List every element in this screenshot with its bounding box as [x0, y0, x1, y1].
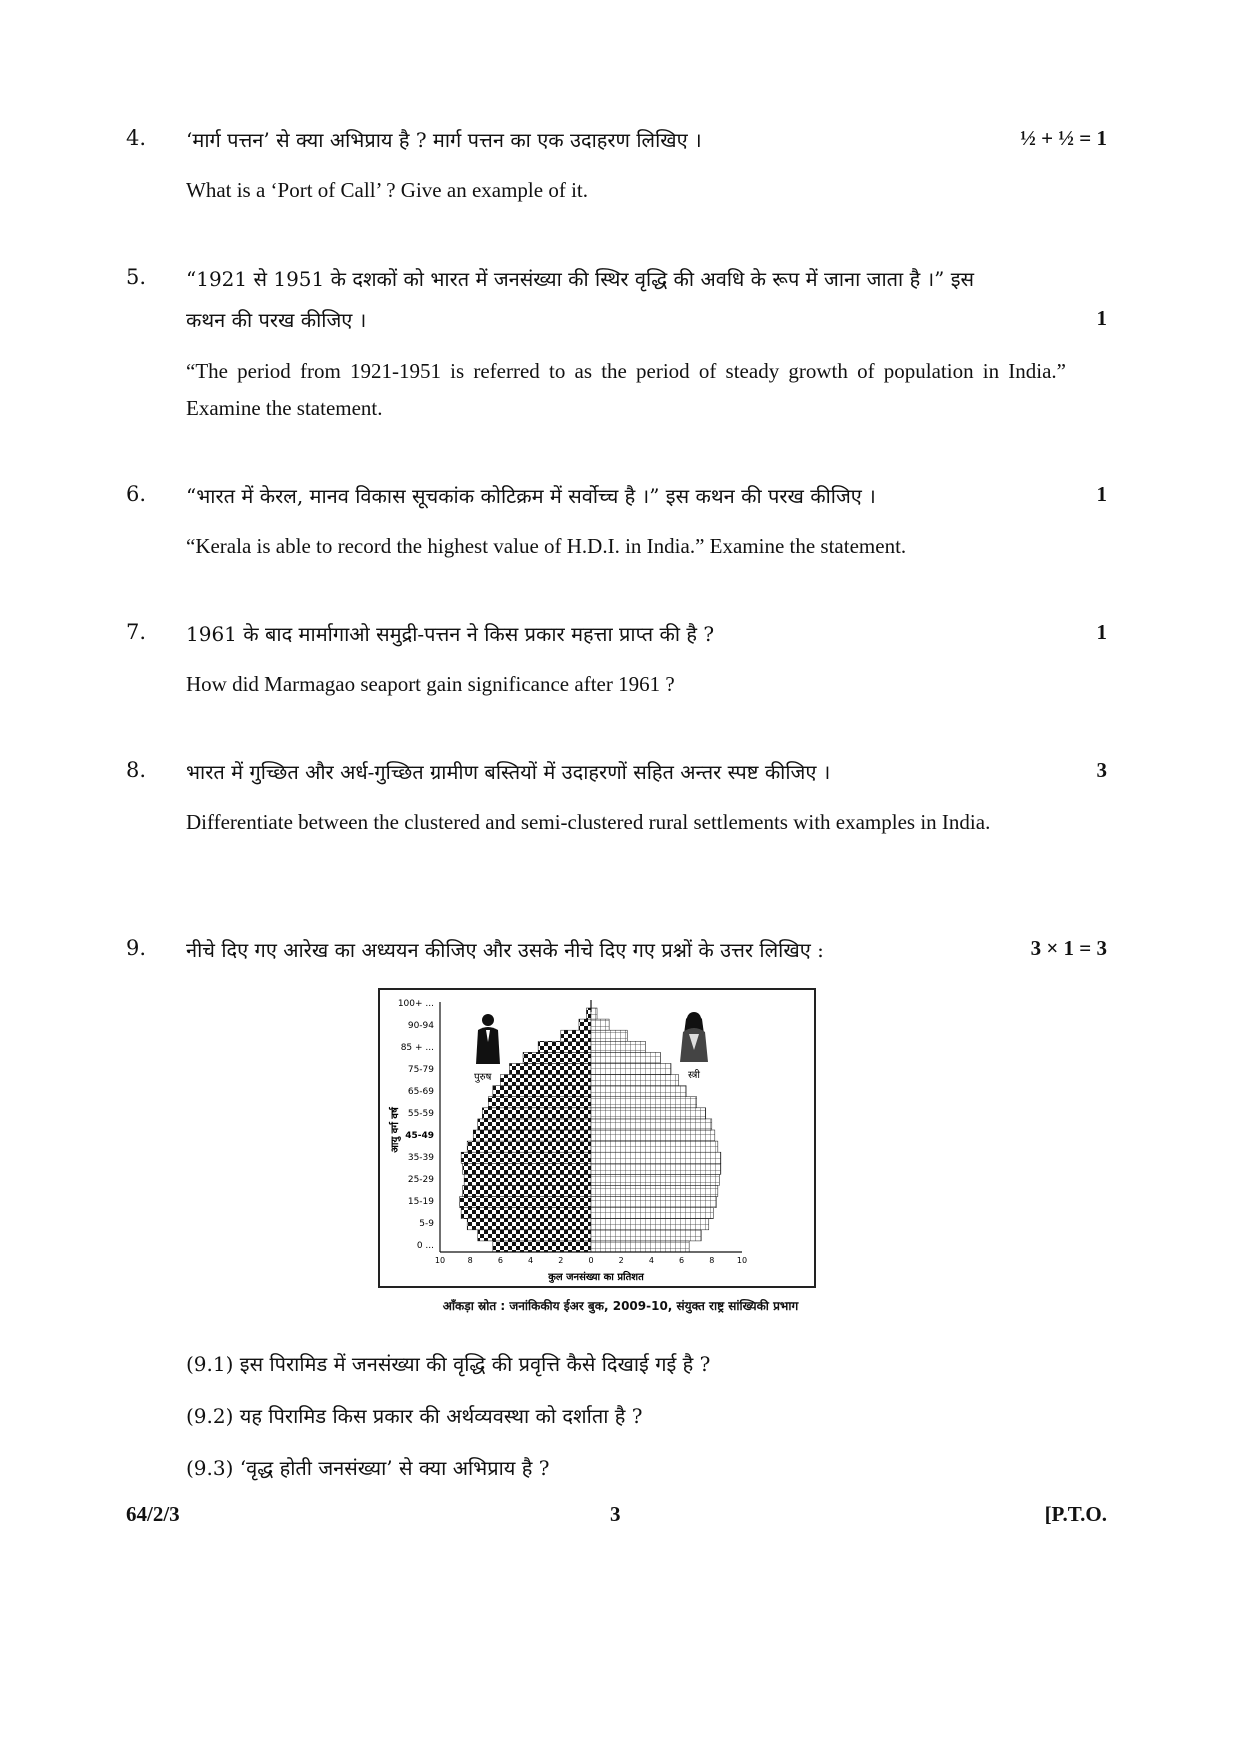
y-tick-label: 45-49	[405, 1131, 434, 1141]
female-bar	[591, 1152, 721, 1163]
male-bar	[460, 1197, 591, 1208]
subquestion-9-3: (9.3) ‘वृद्ध होती जनसंख्या’ से क्या अभिप्राय है ?	[186, 1456, 550, 1480]
y-tick-label: 5-9	[419, 1219, 434, 1229]
male-bar	[579, 1019, 591, 1030]
female-bar	[591, 1108, 706, 1119]
question-hindi: ‘मार्ग पत्तन’ से क्या अभिप्राय है ? मार्ग पत्तन का एक उदाहरण लिखिए ।	[186, 128, 702, 152]
question-hindi: “भारत में केरल, मानव विकास सूचकांक कोटिक्रम में सर्वोच्च है ।” इस कथन की परख कीजिए ।	[186, 484, 876, 508]
female-bar	[591, 1241, 689, 1252]
question-hindi: भारत में गुच्छित और अर्ध-गुच्छित ग्रामीण बस्तियों में उदाहरणों सहित अन्तर स्पष्ट कीजिए ।	[186, 760, 831, 784]
x-tick-label: 6	[679, 1256, 685, 1265]
y-tick-label: 100+ ...	[397, 999, 434, 1009]
female-label: स्त्री	[688, 1070, 700, 1081]
female-bar	[591, 1197, 716, 1208]
population-pyramid-chart	[380, 990, 814, 1286]
paper-code: 64/2/3	[126, 1502, 180, 1526]
question-english: How did Marmagao seaport gain significance after 1961 ?	[186, 672, 675, 696]
female-bar	[591, 1185, 718, 1196]
female-bar	[591, 1008, 597, 1019]
male-bar	[493, 1241, 591, 1252]
male-bar	[473, 1130, 591, 1141]
x-tick-label: 10	[434, 1256, 446, 1265]
male-bar	[463, 1163, 591, 1174]
x-tick-label: 4	[528, 1256, 534, 1265]
page-number: 3	[610, 1502, 621, 1526]
male-bar	[478, 1119, 591, 1130]
y-tick-label: 25-29	[407, 1175, 434, 1185]
male-bar	[493, 1086, 591, 1097]
male-bar	[523, 1052, 591, 1063]
question-marks: ½ + ½ = 1	[1020, 126, 1107, 150]
male-bar	[467, 1219, 591, 1230]
question-marks: 3	[1096, 758, 1107, 782]
question-number: 9.	[126, 936, 147, 960]
x-tick-label: 8	[467, 1256, 473, 1265]
question-marks: 1	[1096, 620, 1107, 644]
male-bar	[464, 1174, 591, 1185]
female-bar	[591, 1219, 709, 1230]
question-marks: 1	[1096, 306, 1107, 330]
x-tick-label: 2	[618, 1256, 624, 1265]
x-tick-label: 2	[558, 1256, 564, 1265]
question-marks: 1	[1096, 482, 1107, 506]
male-bar	[561, 1030, 591, 1041]
y-tick-label: 55-59	[407, 1109, 434, 1119]
male-bar	[500, 1075, 591, 1086]
female-bar	[591, 1041, 645, 1052]
male-bar	[461, 1152, 591, 1163]
male-bar	[467, 1141, 591, 1152]
x-tick-label: 10	[736, 1256, 748, 1265]
question-hindi-line2: कथन की परख कीजिए ।	[186, 308, 367, 332]
y-tick-label: 65-69	[407, 1087, 434, 1097]
female-bar	[591, 1063, 671, 1074]
x-tick-label: 8	[709, 1256, 715, 1265]
male-bar	[586, 1008, 591, 1019]
woman-icon	[680, 1012, 708, 1062]
man-icon	[476, 1014, 500, 1064]
question-hindi: 1961 के बाद मार्मागाओ समुद्री-पत्तन ने किस प्रकार महत्ता प्राप्त की है ?	[186, 622, 715, 646]
question-number: 7.	[126, 620, 147, 644]
question-hindi-line1: “1921 से 1951 के दशकों को भारत में जनसंख्या की स्थिर वृद्धि की अवधि के रूप में जाना जाता है ।” इस	[186, 267, 975, 291]
female-bar	[591, 1208, 713, 1219]
y-tick-label: 90-94	[407, 1021, 434, 1031]
male-bar	[538, 1041, 591, 1052]
pto-label: [P.T.O.	[1044, 1502, 1107, 1526]
figure-source: आँकड़ा स्रोत : जनांकिकीय ईअर बुक, 2009-10, संयुक्त राष्ट्र सांख्यिकी प्रभाग	[442, 1299, 799, 1313]
question-number: 5.	[126, 265, 147, 289]
male-bar	[461, 1208, 591, 1219]
y-tick-label: 15-19	[407, 1197, 434, 1207]
x-tick-label: 0	[588, 1256, 594, 1265]
female-bar	[591, 1230, 701, 1241]
female-bar	[591, 1019, 609, 1030]
female-bar	[591, 1174, 719, 1185]
question-marks: 3 × 1 = 3	[1030, 936, 1107, 960]
question-english: What is a ‘Port of Call’ ? Give an example of it.	[186, 178, 588, 202]
female-bar	[591, 1119, 712, 1130]
female-bar	[591, 1086, 686, 1097]
y-tick-label: 0 ...	[416, 1241, 434, 1251]
male-bar	[482, 1108, 591, 1119]
question-english: “The period from 1921-1951 is referred to as the period of steady growth of population in India.” Examine the statement.	[186, 359, 1066, 420]
question-hindi: नीचे दिए गए आरेख का अध्ययन कीजिए और उसके नीचे दिए गए प्रश्नों के उत्तर लिखिए :	[186, 938, 824, 962]
male-label: पुरुष	[474, 1072, 492, 1083]
y-tick-label: 35-39	[407, 1153, 434, 1163]
female-bar	[591, 1097, 697, 1108]
female-bar	[591, 1163, 721, 1174]
question-english: “Kerala is able to record the highest value of H.D.I. in India.” Examine the statement.	[186, 534, 907, 558]
question-number: 8.	[126, 758, 147, 782]
x-tick-label: 6	[497, 1256, 503, 1265]
female-bar	[591, 1052, 660, 1063]
x-axis-label: कुल जनसंख्या का प्रतिशत	[548, 1272, 644, 1283]
female-bar	[591, 1141, 718, 1152]
question-english: Differentiate between the clustered and semi-clustered rural settlements with examples in India.	[186, 810, 991, 834]
y-tick-label: 75-79	[407, 1065, 434, 1075]
female-bar	[591, 1130, 715, 1141]
x-tick-label: 4	[648, 1256, 654, 1265]
female-bar	[591, 1075, 679, 1086]
male-bar	[488, 1097, 591, 1108]
y-tick-label: 85 + ...	[400, 1043, 434, 1053]
question-number: 4.	[126, 126, 147, 150]
subquestion-9-1: (9.1) इस पिरामिड में जनसंख्या की वृद्धि की प्रवृत्ति कैसे दिखाई गई है ?	[186, 1352, 711, 1376]
y-axis-label: आयु वर्ग वर्ष	[390, 1107, 401, 1153]
male-bar	[509, 1063, 591, 1074]
male-bar	[463, 1185, 591, 1196]
population-pyramid-figure	[378, 988, 816, 1288]
female-bar	[591, 1030, 627, 1041]
subquestion-9-2: (9.2) यह पिरामिड किस प्रकार की अर्थव्यवस्था को दर्शाता है ?	[186, 1404, 643, 1428]
question-number: 6.	[126, 482, 147, 506]
male-bar	[478, 1230, 591, 1241]
